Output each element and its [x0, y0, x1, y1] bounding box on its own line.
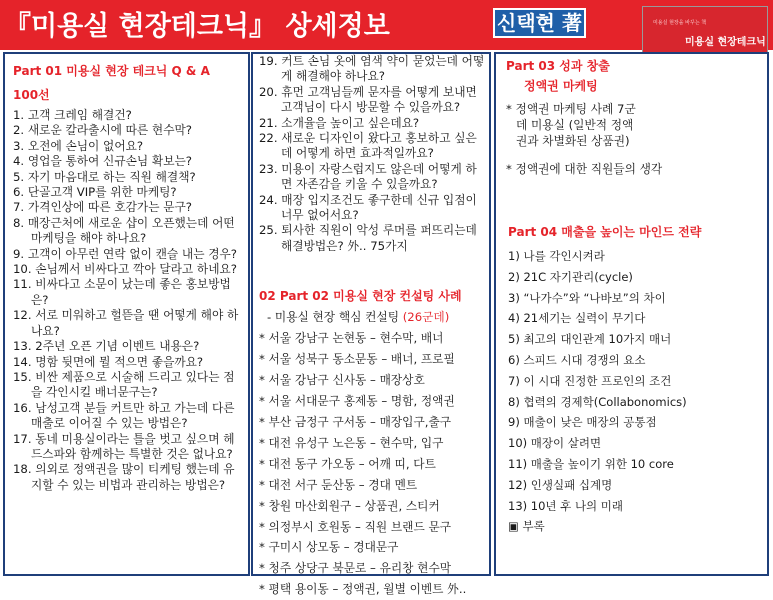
part02-block: [259, 287, 489, 600]
part01-list: [13, 108, 245, 493]
list-item: 24. 매장 입지조건도 좋구한데 신규 입점이 너무 없어서요?: [259, 192, 477, 223]
list-item: * 청주 상당구 북문로 – 유리창 현수막: [259, 561, 452, 576]
list-item: * 서울 서대문구 홍제동 – 명함, 정액권: [259, 394, 455, 409]
list-item: 4. 영업을 통하여 신규손님 확보는?: [13, 154, 192, 169]
cover-tagline: 미용실 현장을 바꾸는 책: [653, 20, 707, 26]
part02-heading: 02 Part 02 미용실 현장 컨설팅 사례: [259, 289, 462, 303]
part01-subheading: 100선: [13, 88, 50, 102]
part03-item: * 정액권에 대한 직원들의 생각: [506, 162, 663, 176]
list-item: * 의정부시 호원동 – 직원 브랜드 문구: [259, 519, 452, 534]
list-item: 17. 동네 미용실이라는 틀을 벗고 싶으며 헤드스파와 함께하는 특별한 것은 없나요?: [13, 431, 235, 461]
part04-heading: Part 04 매출을 높이는 마인드 전략: [508, 225, 702, 239]
list-item: * 구미시 상모동 – 경대문구: [259, 540, 399, 555]
list-item: 25. 퇴사한 직원이 악성 루머를 퍼뜨리는데 해결방법은? 外.. 75가지: [259, 223, 477, 253]
column-part03-04: [494, 52, 769, 576]
list-item: 13. 2주년 오픈 기념 이벤트 내용은?: [13, 339, 200, 354]
consulting-cases-list: [259, 328, 489, 600]
part02-subheading: [259, 310, 489, 325]
part02-sub-prefix: - 미용실 현장 핵심 컨설팅: [267, 310, 403, 324]
list-item: 16. 남성고객 분들 커트만 하고 가는데 다른 매출로 이어질 수 있는 방법은?: [13, 400, 235, 431]
list-item: 3. 오전에 손님이 없어요?: [13, 138, 144, 153]
cover-title: 미용실 현장테크닉: [685, 37, 766, 48]
list-item: 1. 고객 크레임 해결건?: [13, 108, 132, 122]
list-item: 12) 인생실패 십계명: [508, 477, 613, 492]
list-item: 12. 서로 미워하고 헐뜯을 땐 어떻게 해야 하나요?: [13, 308, 239, 338]
list-item: 5) 최고의 대인관계 10가지 매너: [508, 332, 672, 347]
list-item: * 서울 성북구 동소문동 – 배너, 프로필: [259, 352, 455, 367]
list-item: 15. 비싼 제품으로 시술해 드리고 있다는 점을 각인시킬 배너문구는?: [13, 369, 235, 400]
part01-continued: [259, 54, 487, 254]
list-item: 7) 이 시대 진정한 프로인의 조건: [508, 373, 672, 388]
list-item: 21. 소개율을 높이고 싶은데요?: [259, 115, 420, 130]
list-item: 7. 가격인상에 따른 호감가는 문구?: [13, 200, 192, 215]
author-badge: 신택현 著: [493, 8, 586, 38]
list-item: 20. 휴먼 고객님들께 문자를 어떻게 보내면 고객님이 다시 방문할 수 있을까요?: [259, 84, 477, 115]
list-item: 18. 의외로 정액권을 많이 티케팅 했는데 유지할 수 있는 비법과 관리하는 방법은?: [13, 462, 235, 492]
part01-heading: Part 01 미용실 현장 테크닉 Q & A: [13, 64, 210, 78]
list-item: 4) 21세기는 실력이 무기다: [508, 311, 646, 326]
list-item: 6. 단골고객 VIP를 위한 마케팅?: [13, 185, 177, 200]
column-part02: [251, 52, 491, 597]
list-item: 22. 새로운 디자인이 왔다고 홍보하고 싶은데 어떻게 하면 효과적일까요?: [259, 131, 477, 161]
list-item: 5. 자기 마음대로 하는 직원 해결책?: [13, 169, 196, 184]
list-item: 11. 비싸다고 소문이 났는데 좋은 홍보방법은?: [13, 277, 231, 307]
list-item: 13) 10년 후 나의 미래: [508, 498, 624, 513]
list-item: * 창원 마산회원구 – 상품권, 스티커: [259, 498, 440, 513]
list-item: 8) 협력의 경제학(Collabonomics): [508, 394, 687, 409]
list-item: 10. 손님께서 비싸다고 깍아 달라고 하네요?: [13, 262, 238, 277]
list-item: 2) 21C 자기관리(cycle): [508, 269, 633, 284]
part04-block: [508, 222, 766, 537]
part03-heading: Part 03 성과 창출: [506, 59, 610, 73]
list-item: * 서울 강남구 논현동 – 현수막, 배너: [259, 331, 444, 346]
part01-block: [13, 62, 245, 493]
part01-list-continued: [259, 54, 487, 254]
column-part01: [3, 52, 250, 576]
list-item: 23. 미용이 자랑스럽지도 않은데 어떻게 하면 자존감을 키울 수 있을까요?: [259, 161, 477, 192]
list-item: * 평택 용이동 – 정액권, 월별 이벤트 外..: [259, 582, 467, 597]
list-item: * 대전 동구 가오동 – 어깨 띠, 다트: [259, 456, 436, 471]
list-item: 14. 명함 뒷면에 뭘 적으면 좋을까요?: [13, 354, 204, 369]
part04-list: [508, 246, 766, 537]
part03-items: [506, 101, 734, 177]
list-item: 6) 스피드 시대 경쟁의 요소: [508, 352, 646, 367]
list-item: 9) 매출이 낮은 매장의 공통점: [508, 415, 657, 430]
list-item: 2. 새로운 칼라출시에 따른 현수막?: [13, 123, 192, 138]
page-title: 『미용실 현장테크닉』 상세정보: [4, 11, 390, 42]
list-item: * 서울 강남구 신사동 – 매장상호: [259, 373, 425, 388]
list-item: 11) 매출을 높이기 위한 10 core: [508, 456, 674, 471]
list-item: * 대전 유성구 노은동 – 현수막, 입구: [259, 435, 444, 450]
list-item: * 대전 서구 둔산동 – 경대 멘트: [259, 477, 418, 492]
list-item: 19. 커트 손님 옷에 염색 약이 묻었는데 어떻게 해결해야 하나요?: [259, 54, 485, 84]
list-item: 1) 나를 각인시켜라: [508, 249, 605, 263]
part03-block: [506, 57, 638, 95]
list-item: ▣ 부록: [508, 519, 545, 534]
list-item: 3) “나가수”와 “나바보”의 차이: [508, 290, 666, 305]
part02-sub-count: (26군데): [402, 310, 450, 324]
part03-item: * 정액권 마케팅 사례 7군데 미용실 (일반적 정액권과 차별화된 상품권): [506, 102, 636, 148]
list-item: 10) 매장이 살려면: [508, 436, 602, 451]
list-item: * 부산 금정구 구서동 – 매장입구,출구: [259, 415, 452, 430]
part03-subheading: 정액권 마케팅: [524, 79, 598, 93]
list-item: 8. 매장근처에 새로운 샵이 오픈했는데 어떤 마케팅을 해야 하나요?: [13, 215, 235, 246]
list-item: 9. 고객이 아무런 연락 없이 캔슬 내는 경우?: [13, 246, 238, 261]
